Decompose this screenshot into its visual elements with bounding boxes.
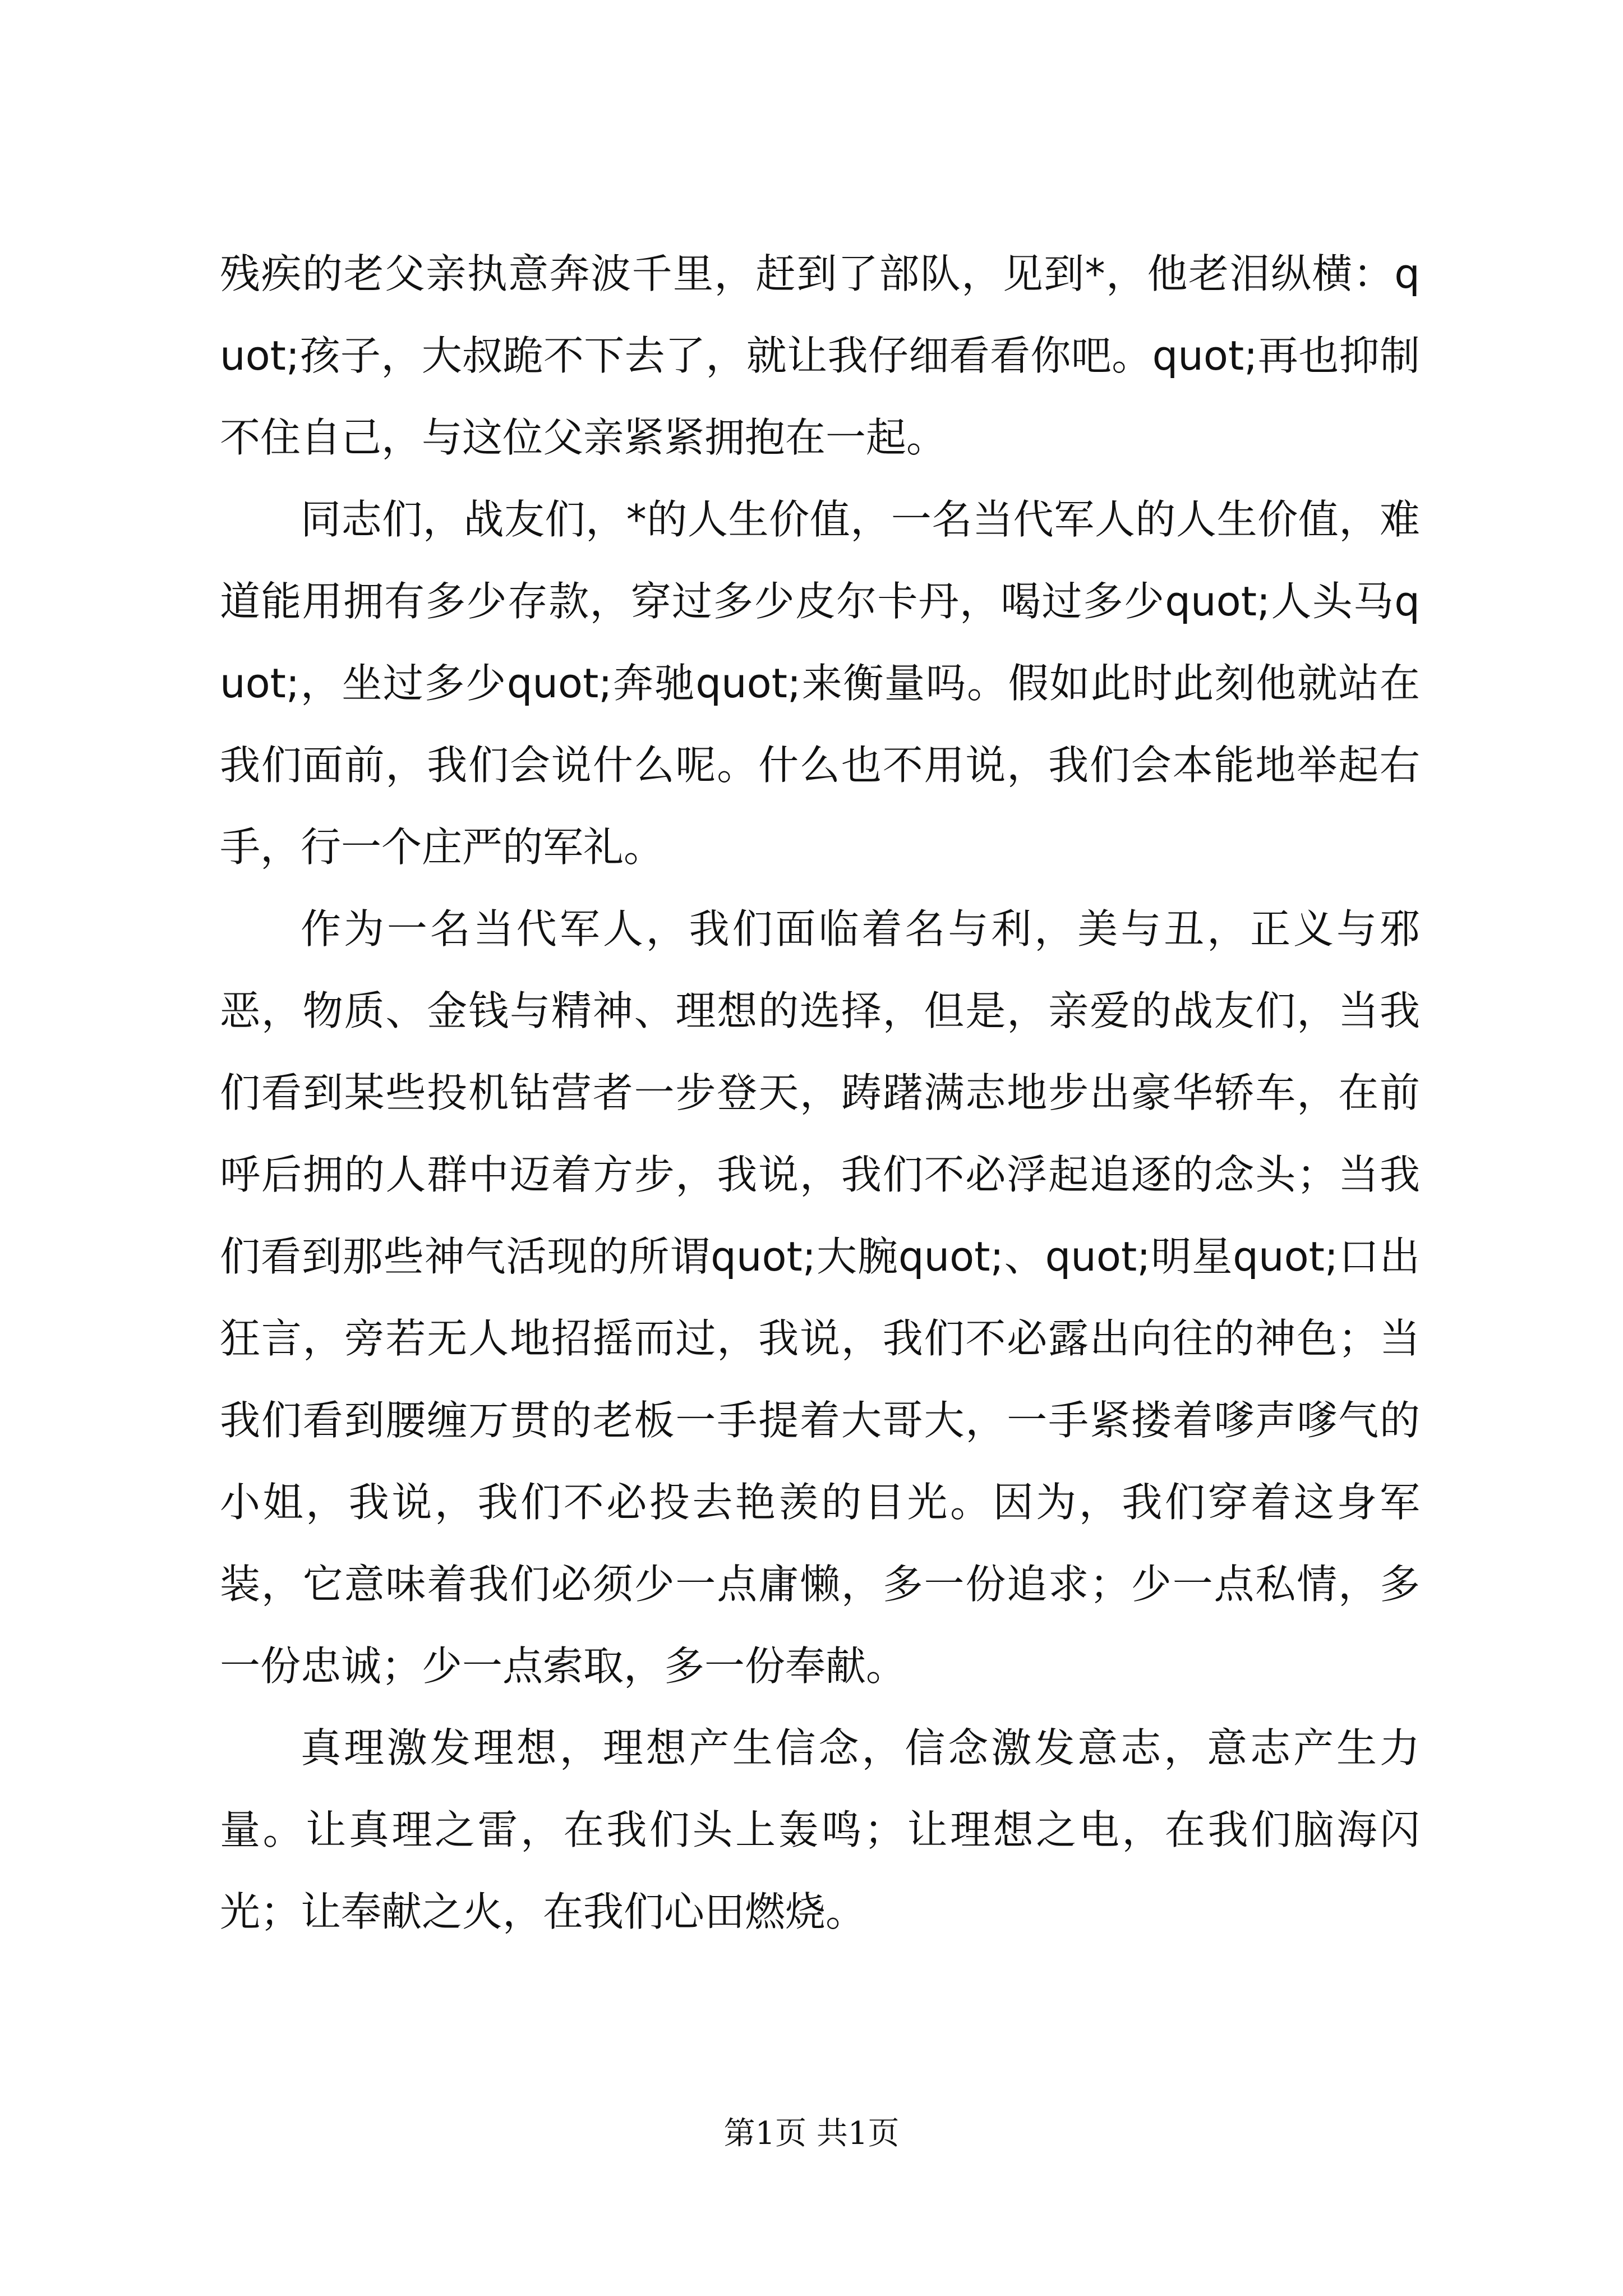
document-body bbox=[220, 233, 1420, 1953]
paragraph-4: 真理激发理想，理想产生信念，信念激发意志，意志产生力量。让真理之雷，在我们头上轰鸣；让理想之电，在我们脑海闪光；让奉献之火，在我们心田燃烧。 bbox=[220, 1724, 1420, 1935]
paragraph-1: 残疾的老父亲执意奔波千里，赶到了部队，见到*，他老泪纵横：quot;孩子，大叔跪不下去了，就让我仔细看看你吧。quot;再也抑制不住自己，与这位父亲紧紧拥抱在一起。 bbox=[220, 250, 1420, 461]
paragraph-2: 同志们，战友们，*的人生价值，一名当代军人的人生价值，难道能用拥有多少存款，穿过多少皮尔卡丹，喝过多少quot;人头马quot;，坐过多少quot;奔驰quot;来衡量吗。假如此时此刻他就站在我们面前，我们会说什么呢。什么也不用说，我们会本能地举起右手，行一个庄严的军礼。 bbox=[220, 496, 1420, 871]
paragraph-3: 作为一名当代军人，我们面临着名与利，美与丑，正义与邪恶，物质、金钱与精神、理想的选择，但是，亲爱的战友们，当我们看到某些投机钻营者一步登天，踌躇满志地步出豪华轿车，在前呼后拥的人群中迈着方步，我说，我们不必浮起追逐的念头；当我们看到那些神气活现的所谓quot;大腕quot;、quot;明星quot;口出狂言，旁若无人地招摇而过，我说，我们不必露出向往的神色；当我们看到腰缠万贯的老板一手提着大哥大，一手紧搂着嗲声嗲气的小姐，我说，我们不必投去艳羡的目光。因为，我们穿着这身军装，它意味着我们必须少一点庸懒，多一份追求；少一点私情，多一份忠诚；少一点索取，多一份奉献。 bbox=[220, 905, 1420, 1690]
page-footer: 第1页 共1页 bbox=[723, 2115, 900, 2152]
